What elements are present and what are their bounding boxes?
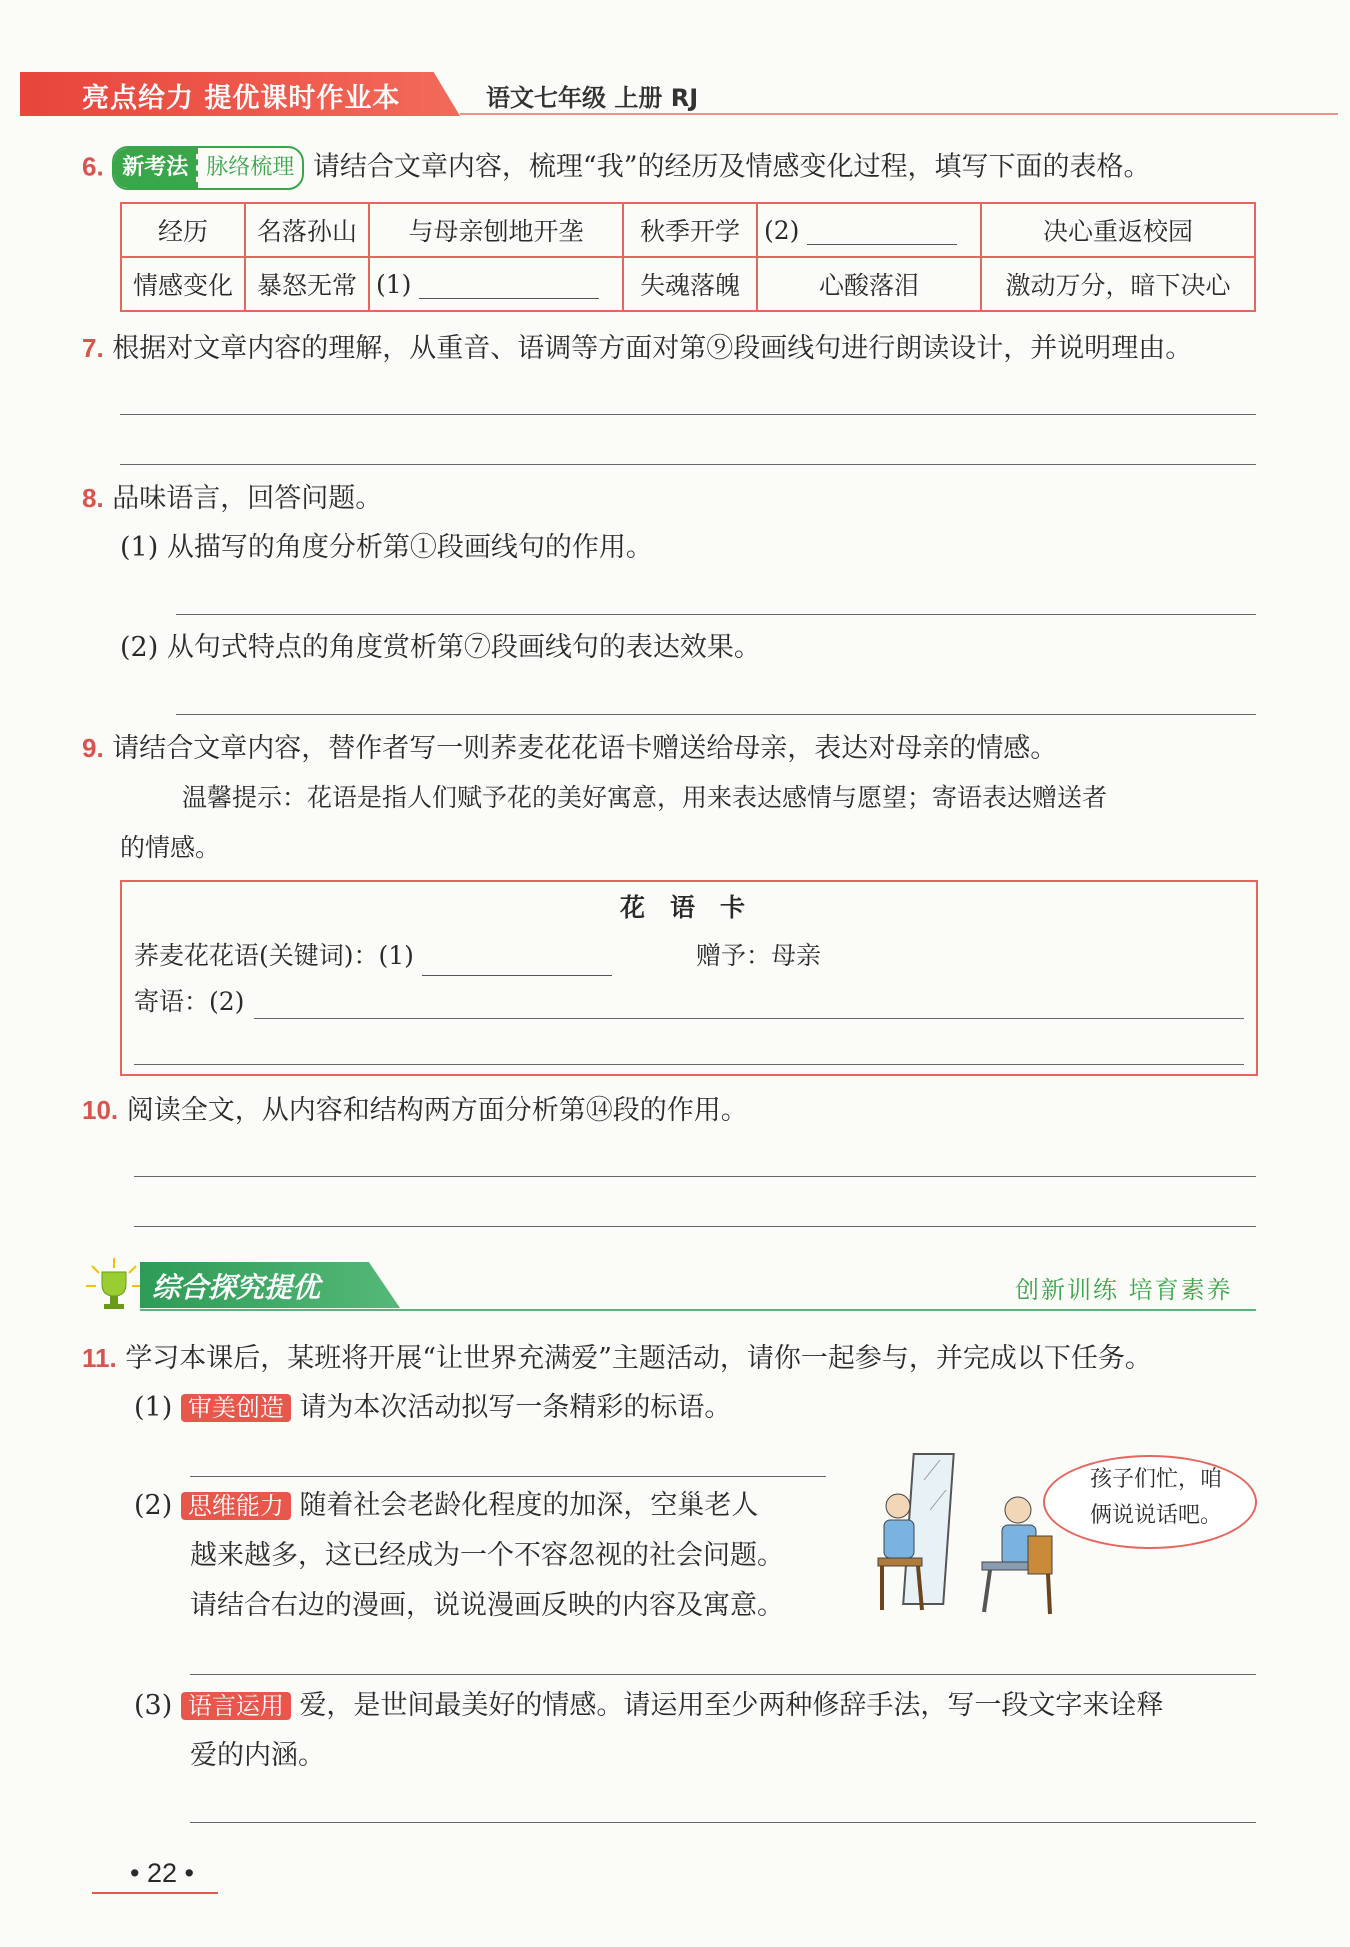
table-row <box>121 203 1255 257</box>
answer-line[interactable] <box>176 714 1256 715</box>
page-number-rule <box>92 1892 218 1894</box>
section-rule <box>140 1309 1256 1311</box>
trophy-icon <box>84 1256 144 1316</box>
sub-text: 随着社会老龄化程度的加深，空巢老人 <box>299 1490 759 1521</box>
question-number: 9. <box>82 733 104 763</box>
table-cell: 与母亲刨地开垄 <box>369 203 623 257</box>
question-number: 8. <box>82 483 104 513</box>
badge-topic: 脉络梳理 <box>196 148 302 188</box>
card-keyword <box>134 936 612 976</box>
skill-tag: 语言运用 <box>181 1692 291 1720</box>
answer-line[interactable] <box>190 1674 1256 1675</box>
question-number: 7. <box>82 333 104 363</box>
card-title: 花 语 卡 <box>620 893 746 922</box>
table-cell: 心酸落泪 <box>757 257 981 311</box>
answer-line[interactable] <box>134 1226 1256 1227</box>
blank-label: (2) <box>764 215 800 245</box>
sub2-line-3: 请结合右边的漫画，说说漫画反映的内容及寓意。 <box>190 1590 784 1621</box>
table-cell: 名落孙山 <box>245 203 369 257</box>
answer-line[interactable] <box>120 464 1256 465</box>
sub-number: (2) <box>134 1490 173 1521</box>
sub3-line-2: 爱的内涵。 <box>190 1740 325 1771</box>
table-cell-answer[interactable] <box>369 257 623 311</box>
answer-blank[interactable] <box>807 220 957 245</box>
cartoon-illustration <box>870 1450 1070 1620</box>
question-text: 根据对文章内容的理解，从重音、语调等方面对第⑨段画线句进行朗读设计，并说明理由。 <box>112 333 1193 364</box>
question-11-sub3 <box>134 1686 1163 1726</box>
sub-text: 请为本次活动拟写一条精彩的标语。 <box>299 1392 732 1423</box>
table-cell: 激动万分，暗下决心 <box>981 257 1255 311</box>
question-6 <box>82 146 1151 190</box>
card-keyword-label: 荞麦花花语(关键词)：(1) <box>134 941 414 970</box>
question-11-sub1 <box>134 1388 731 1428</box>
tip-line-1: 温馨提示：花语是指人们赋予花的美好寓意，用来表达感情与愿望；寄语表达赠送者 <box>182 783 1108 812</box>
card-recipient: 赠予：母亲 <box>696 941 822 970</box>
answer-line[interactable] <box>120 414 1256 415</box>
question-11 <box>82 1338 1152 1379</box>
question-number: 6. <box>82 151 104 182</box>
question-text: 品味语言，回答问题。 <box>112 483 383 514</box>
answer-blank[interactable] <box>419 274 599 299</box>
answer-line[interactable] <box>176 614 1256 615</box>
blank-label: (1) <box>376 269 412 299</box>
question-8 <box>82 478 382 519</box>
question-number: 10. <box>82 1095 119 1125</box>
question-8-sub1: (1) 从描写的角度分析第①段画线句的作用。 <box>120 532 653 563</box>
question-11-sub2 <box>134 1486 758 1526</box>
sub-text: 爱，是世间最美好的情感。请运用至少两种修辞手法，写一段文字来诠释 <box>299 1690 1164 1721</box>
skill-tag: 思维能力 <box>181 1492 291 1520</box>
answer-line[interactable] <box>254 1018 1244 1019</box>
table-cell: 经历 <box>121 203 245 257</box>
answer-line[interactable] <box>134 1176 1256 1177</box>
sub-number: (1) <box>134 1392 173 1423</box>
answer-line[interactable] <box>190 1822 1256 1823</box>
book-title: 亮点给力 提优课时作业本 <box>82 83 401 114</box>
speech-bubble-text: 孩子们忙，咱俩说说话吧。 <box>1090 1467 1223 1528</box>
table-row <box>121 257 1255 311</box>
table-cell: 秋季开学 <box>623 203 757 257</box>
question-8-sub2: (2) 从句式特点的角度赏析第⑦段画线句的表达效果。 <box>120 632 761 663</box>
answer-line[interactable] <box>134 1064 1244 1065</box>
table-cell: 暴怒无常 <box>245 257 369 311</box>
keyword-blank[interactable] <box>422 951 612 976</box>
sub-number: (3) <box>134 1690 173 1721</box>
page-number: • 22 • <box>130 1858 194 1888</box>
table-cell: 情感变化 <box>121 257 245 311</box>
table-cell-answer[interactable] <box>757 203 981 257</box>
card-message-label: 寄语：(2) <box>134 987 245 1016</box>
table-cell: 失魂落魄 <box>623 257 757 311</box>
question-number: 11. <box>82 1343 117 1373</box>
question-10 <box>82 1090 748 1131</box>
section-title: 综合探究提优 <box>152 1271 321 1304</box>
table-cell: 决心重返校园 <box>981 203 1255 257</box>
question-9 <box>82 728 1057 769</box>
section-slogan: 创新训练 培育素养 <box>1015 1276 1233 1304</box>
header-rule <box>460 113 1338 115</box>
tip-line-2: 的情感。 <box>120 833 221 862</box>
question-text: 请结合文章内容，梳理“我”的经历及情感变化过程，填写下面的表格。 <box>312 151 1151 183</box>
new-method-badge <box>112 146 304 190</box>
badge-label: 新考法 <box>114 148 196 188</box>
question-text: 请结合文章内容，替作者写一则荞麦花花语卡赠送给母亲，表达对母亲的情感。 <box>112 733 1058 764</box>
answer-line[interactable] <box>190 1476 826 1477</box>
question-text: 学习本课后，某班将开展“让世界充满爱”主题活动，请你一起参与，并完成以下任务。 <box>125 1343 1152 1374</box>
question-text: 阅读全文，从内容和结构两方面分析第⑭段的作用。 <box>126 1095 748 1126</box>
sub2-line-2: 越来越多，这已经成为一个不容忽视的社会问题。 <box>190 1540 784 1571</box>
experience-table <box>120 202 1256 312</box>
skill-tag: 审美创造 <box>181 1394 291 1422</box>
book-subtitle: 语文七年级 上册 RJ <box>486 84 699 112</box>
question-7 <box>82 328 1192 369</box>
